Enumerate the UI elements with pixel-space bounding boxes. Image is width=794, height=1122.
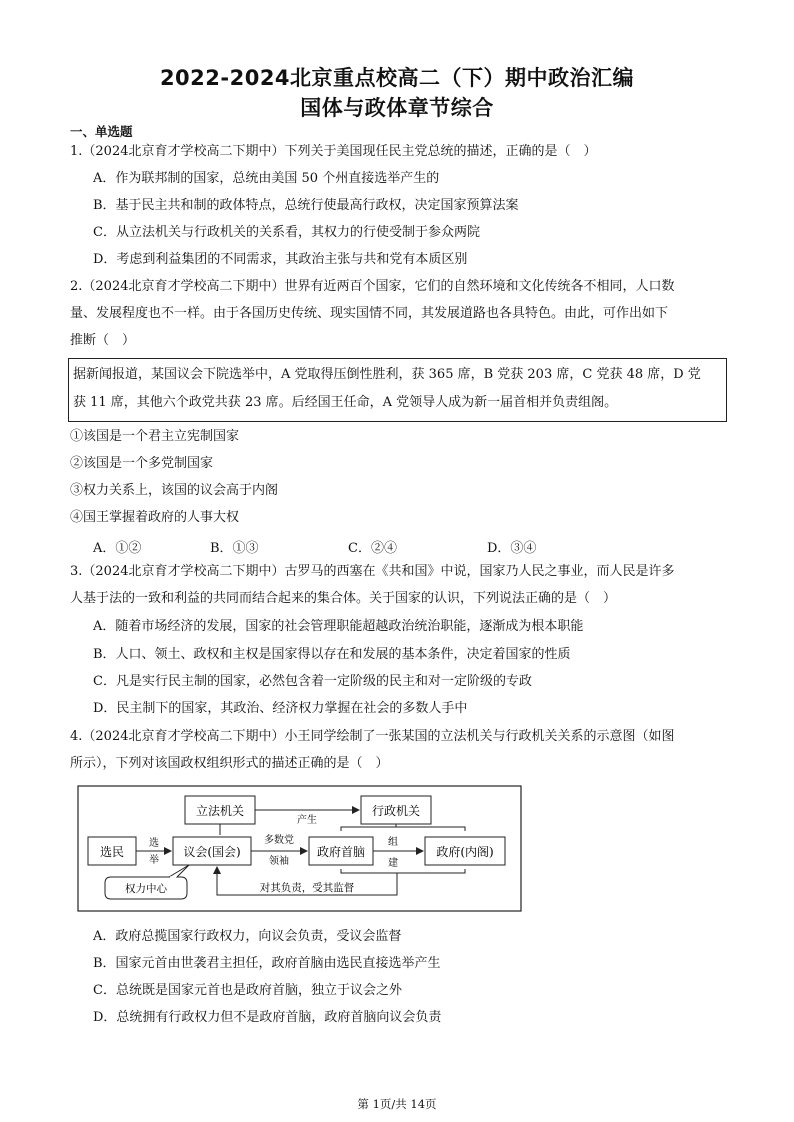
lead-label: 领袖 [269, 856, 289, 867]
q2-option-c: C．②④ [348, 541, 397, 556]
q4-option-c: C．总统既是国家元首也是政府首脑，独立于议会之外 [93, 983, 402, 998]
q3-option-a: A．随着市场经济的发展，国家的社会管理职能超越政治统治职能，逐渐成为根本职能 [93, 619, 584, 634]
executive-bracket-bottom [341, 869, 465, 873]
q1-option-c: C．从立法机关与行政机关的关系看，其权力的行使受制于参众两院 [93, 225, 480, 240]
q3-option-c: C．凡是实行民主制的国家，必然包含着一定阶级的民主和对一定阶级的专政 [93, 674, 532, 689]
q4-option-d: D．总统拥有行政权力但不是政府首脑，政府首脑向议会负责 [93, 1010, 442, 1025]
parliament-label: 议会(国会) [183, 845, 241, 859]
q2-option-d: D．③④ [487, 541, 537, 556]
document-subtitle: 国体与政体章节综合 [300, 96, 494, 120]
q1-option-b: B．基于民主共和制的政体特点，总统行使最高行政权，决定国家预算法案 [93, 198, 519, 213]
q2-statement-4: ④国王掌握着政府的人事大权 [70, 510, 240, 525]
q4-option-a: A．政府总揽国家行政权力，向议会负责，受议会监督 [93, 929, 402, 944]
elect-label-2: 举 [149, 855, 159, 866]
q1-option-a: A．作为联邦制的国家，总统由美国 50 个州直接选举产生的 [93, 171, 440, 186]
executive-bracket-top [341, 827, 465, 831]
q2-option-b: B．①③ [210, 541, 259, 556]
head-of-government-label: 政府首脑 [316, 845, 366, 859]
form-label-1: 组 [388, 837, 398, 848]
section-heading: 一、单选题 [70, 124, 133, 139]
accountability-label: 对其负责，受其监督 [259, 882, 355, 894]
q3-stem-line1: 3.（2024北京育才学校高二下期中）古罗马的西塞在《共和国》中说，国家乃人民之事业，而人民是许多 [70, 564, 675, 579]
q2-statement-3: ③权力关系上，该国的议会高于内阁 [70, 483, 279, 498]
elect-label-1: 选 [149, 838, 159, 849]
cabinet-label: 政府(内阁) [436, 845, 494, 859]
majority-party-label: 多数党 [264, 835, 294, 846]
q2-option-a: A．①② [93, 541, 142, 556]
form-label-2: 建 [388, 858, 398, 869]
q4-option-b: B．国家元首由世袭君主担任，政府首脑由选民直接选举产生 [93, 956, 441, 971]
q2-material-line1: 据新闻报道，某国议会下院选举中，A 党取得压倒性胜利，获 365 席，B 党获 203 席，C 党获 48 席，D 党 [73, 367, 701, 382]
page-footer: 第 1页/共 14页 [357, 1097, 437, 1111]
document-title: 2022-2024北京重点校高二（下）期中政治汇编 [159, 66, 635, 90]
q1-option-d: D．考虑到利益集团的不同需求，其政治主张与共和党有本质区别 [93, 252, 468, 267]
q3-option-b: B．人口、领土、政权和主权是国家得以存在和发展的基本条件，决定着国家的性质 [93, 647, 571, 662]
q3-option-d: D．民主制下的国家，其政治、经济权力掌握在社会的多数人手中 [93, 701, 468, 716]
produce-label: 产生 [297, 815, 317, 826]
q2-stem-line1: 2.（2024北京育才学校高二下期中）世界有近两百个国家，它们的自然环境和文化传统各不相同，人口数 [70, 279, 675, 294]
power-center-pointer [169, 865, 189, 877]
q3-stem-line2: 人基于法的一致和利益的共同而结合起来的集合体。关于国家的认识，下列说法正确的是（ ） [70, 591, 617, 606]
q2-material-line2: 获 11 席，其他六个政党共获 23 席。后经国王任命，A 党领导人成为新一届首相并负责组阁。 [73, 395, 618, 410]
q4-stem-line1: 4.（2024北京育才学校高二下期中）小王同学绘制了一张某国的立法机关与行政机关关系的示意图（如图 [70, 729, 675, 744]
q4-stem-line2: 所示），下列对该国政权组织形式的描述正确的是（ ） [70, 756, 389, 771]
q2-stem-line3: 推断（ ） [70, 333, 136, 348]
q2-statement-1: ①该国是一个君主立宪制国家 [70, 429, 240, 444]
q1-stem: 1.（2024北京育才学校高二下期中）下列关于美国现任民主党总统的描述，正确的是（ ） [70, 144, 597, 159]
voters-label: 选民 [99, 845, 125, 859]
power-center-label: 权力中心 [125, 883, 167, 895]
legislature-label: 立法机关 [195, 804, 245, 818]
legislative-executive-diagram [77, 785, 523, 913]
q2-stem-line2: 量、发展程度也不一样。由于各国历史传统、现实国情不同，其发展道路也各具特色。由此，可作出如下 [70, 306, 669, 321]
executive-label: 行政机关 [371, 804, 421, 818]
q2-statement-2: ②该国是一个多党制国家 [70, 456, 214, 471]
